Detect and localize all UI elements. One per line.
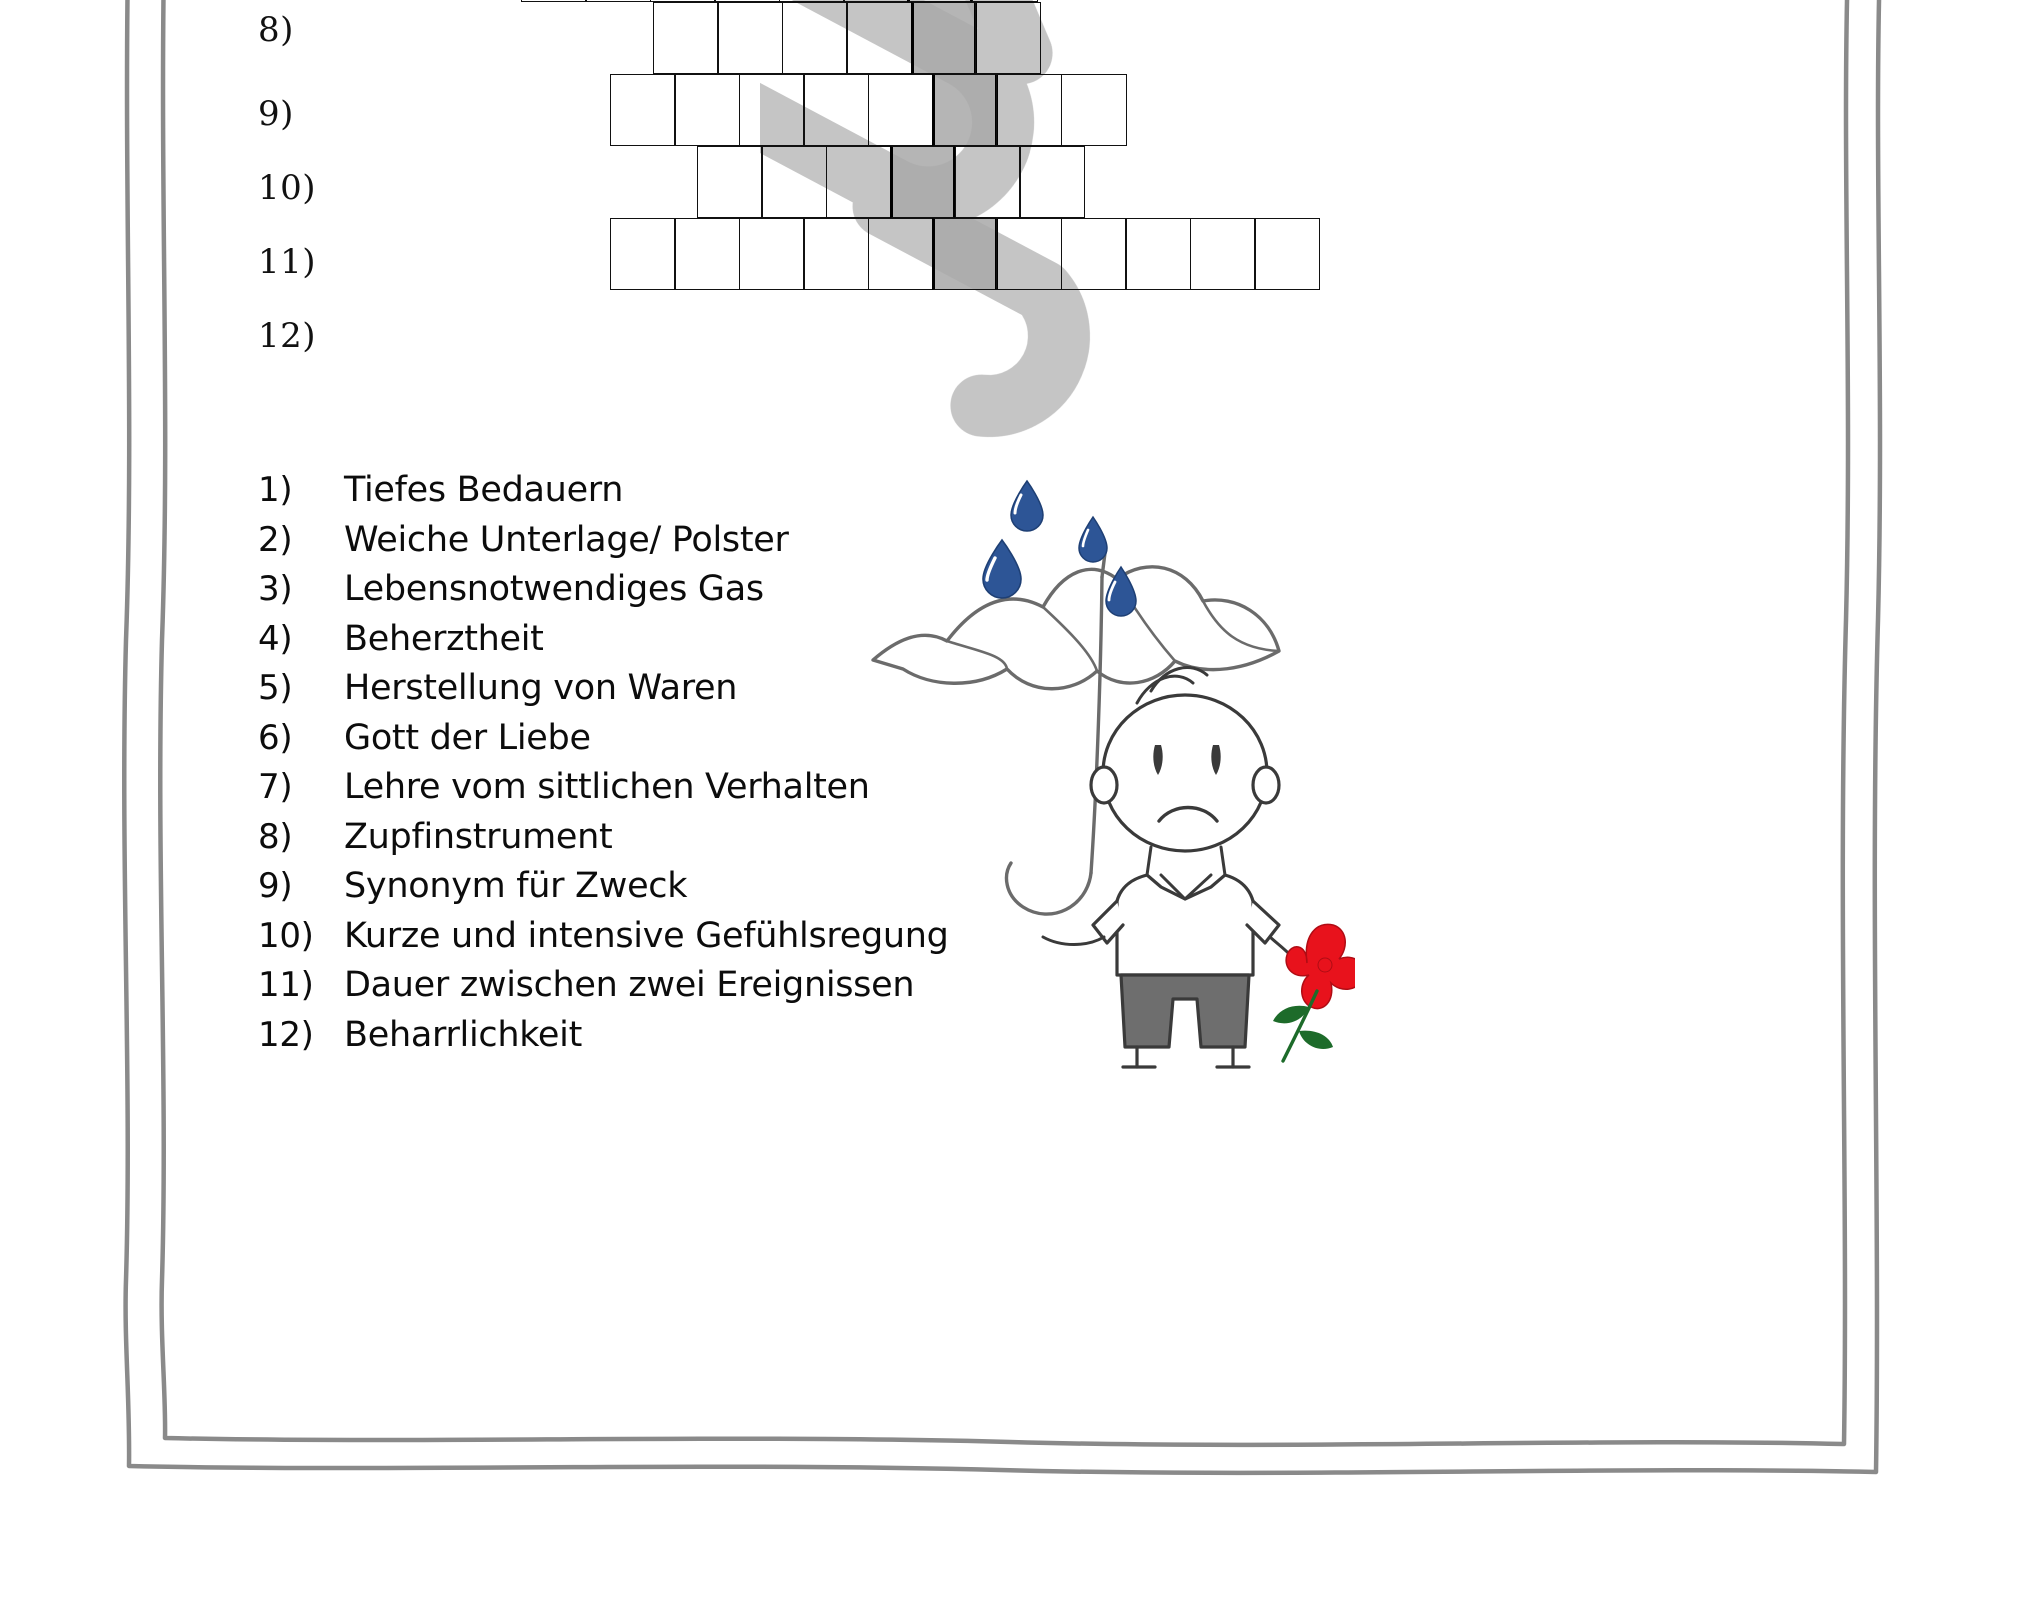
clue-number: 11)	[258, 965, 314, 1005]
crossword-row-number: 10)	[258, 168, 317, 208]
crossword-cell[interactable]	[803, 218, 869, 290]
clue-text: Lebensnotwendiges Gas	[344, 569, 764, 609]
crossword-cell-solution[interactable]	[932, 218, 998, 290]
crossword-cell[interactable]	[846, 2, 912, 74]
crossword-cell[interactable]	[1190, 218, 1256, 290]
crossword-cell[interactable]	[1061, 74, 1127, 146]
crossword-row-number: 8)	[258, 10, 294, 50]
crossword-cell[interactable]	[739, 74, 805, 146]
clue-text: Herstellung von Waren	[344, 668, 738, 708]
clue-text: Kurze und intensive Gefühlsregung	[344, 915, 949, 956]
clue-text: Synonym für Zweck	[344, 866, 688, 906]
crossword-cell[interactable]	[1061, 218, 1127, 290]
crossword-cell-solution[interactable]	[932, 74, 998, 146]
clue-number: 9)	[258, 866, 293, 906]
clue-number: 8)	[258, 816, 293, 857]
crossword-cell[interactable]	[803, 74, 869, 146]
crossword-cell[interactable]	[868, 218, 934, 290]
crossword-row	[610, 218, 1320, 290]
clue-number: 6)	[258, 717, 293, 758]
clue-number: 1)	[258, 470, 293, 510]
crossword-cell[interactable]	[1019, 146, 1085, 218]
clue-text: Tiefes Bedauern	[344, 470, 624, 510]
crossword-cell[interactable]	[610, 74, 676, 146]
clue-number: 12)	[258, 1014, 314, 1055]
crossword-row-number: 12)	[258, 316, 317, 356]
crossword-cell[interactable]	[996, 218, 1062, 290]
crossword-grid	[0, 0, 2024, 470]
crossword-cell[interactable]	[585, 0, 651, 2]
clue-text: Beharrlichkeit	[344, 1014, 583, 1055]
crossword-cell[interactable]	[697, 146, 763, 218]
crossword-cell[interactable]	[521, 0, 587, 2]
crossword-cell-solution[interactable]	[911, 2, 977, 74]
crossword-cell[interactable]	[653, 2, 719, 74]
illustration-sad-boy-umbrella	[855, 455, 1355, 1075]
clue-number: 2)	[258, 519, 293, 560]
flower-icon	[1273, 924, 1355, 1061]
crossword-cell[interactable]	[610, 218, 676, 290]
crossword-row	[610, 74, 1127, 146]
crossword-cell[interactable]	[761, 146, 827, 218]
crossword-cell[interactable]	[826, 146, 892, 218]
crossword-cell[interactable]	[739, 218, 805, 290]
crossword-cell[interactable]	[717, 2, 783, 74]
crossword-cell[interactable]	[996, 74, 1062, 146]
crossword-cell[interactable]	[782, 2, 848, 74]
crossword-cell[interactable]	[1125, 218, 1191, 290]
crossword-cell[interactable]	[674, 74, 740, 146]
crossword-row	[697, 146, 1085, 218]
clue-number: 4)	[258, 618, 293, 659]
clue-number: 5)	[258, 668, 293, 708]
crossword-row-number: 11)	[258, 242, 317, 282]
crossword-cell[interactable]	[975, 2, 1041, 74]
clue-number: 3)	[258, 569, 293, 609]
clue-text: Lehre vom sittlichen Verhalten	[344, 767, 870, 807]
crossword-cell[interactable]	[674, 218, 740, 290]
clue-text: Beherztheit	[344, 618, 544, 659]
clue-text: Weiche Unterlage/ Polster	[344, 519, 789, 560]
clue-number: 10)	[258, 915, 314, 956]
clue-text: Dauer zwischen zwei Ereignissen	[344, 965, 915, 1005]
crossword-cell[interactable]	[955, 146, 1021, 218]
crossword-row	[653, 2, 1041, 74]
crossword-row-number: 9)	[258, 94, 294, 134]
clue-number: 7)	[258, 767, 293, 807]
crossword-cell[interactable]	[868, 74, 934, 146]
clue-text: Zupfinstrument	[344, 816, 613, 857]
crossword-cell[interactable]	[1254, 218, 1320, 290]
crossword-cell-solution[interactable]	[890, 146, 956, 218]
clue-text: Gott der Liebe	[344, 717, 591, 758]
